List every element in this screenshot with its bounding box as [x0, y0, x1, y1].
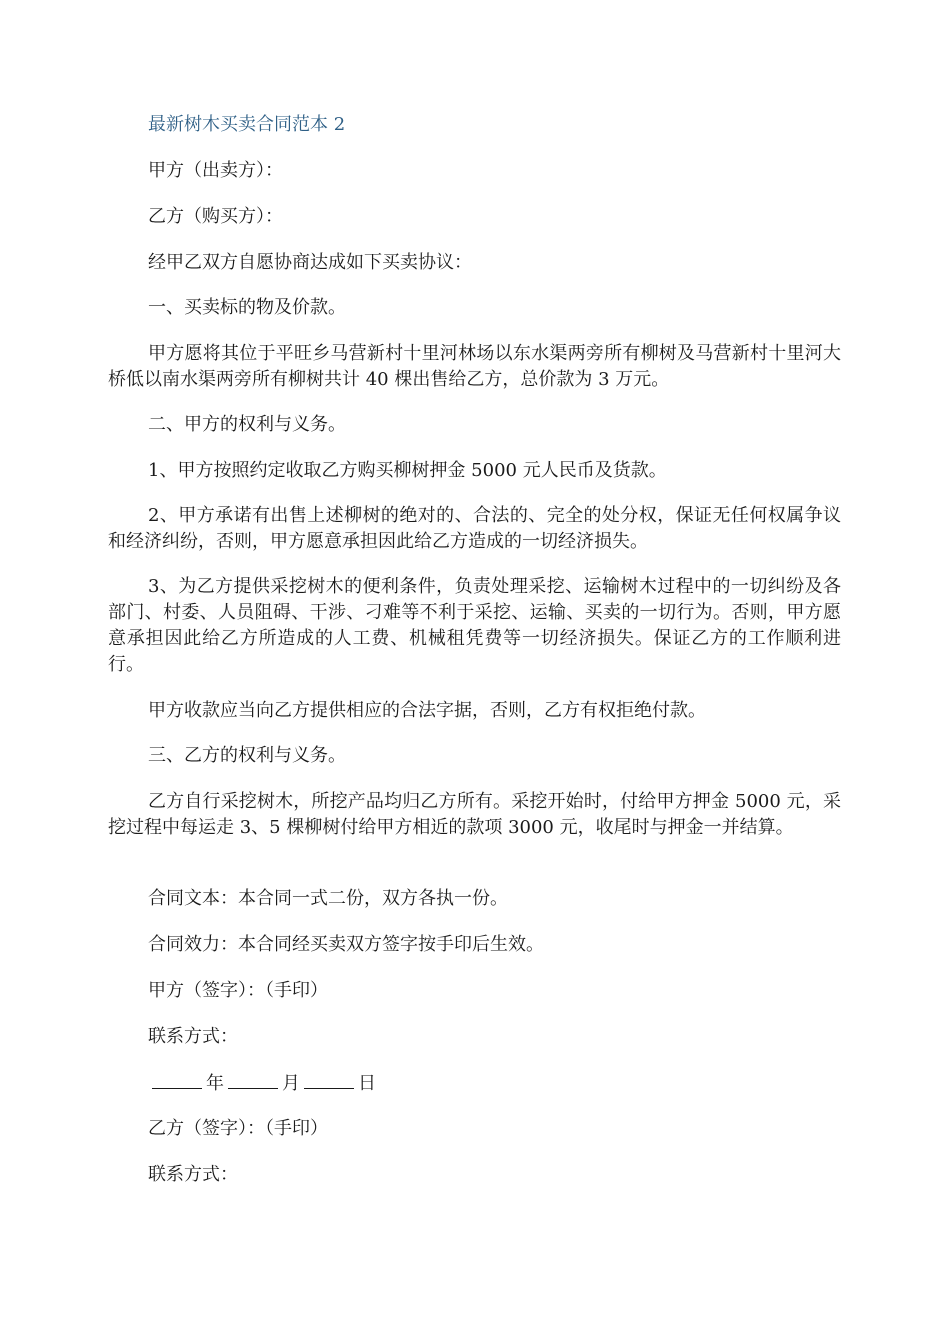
party-a-contact: 联系方式： [148, 1026, 238, 1047]
section3-heading: 三、乙方的权利与义务。 [148, 745, 346, 766]
date-line [108, 1070, 841, 1097]
section2-item-2: 2、甲方承诺有出售上述柳树的绝对的、合法的、完全的处分权，保证无任何权属争议和经济纠纷，否则，甲方愿意承担因此给乙方造成的一切经济损失。 [108, 505, 841, 552]
date-year-label: 年 [206, 1073, 224, 1094]
party-a-label: 甲方（出卖方）： [148, 160, 283, 181]
section2-item-1: 1、甲方按照约定收取乙方购买柳树押金 5000 元人民币及货款。 [148, 460, 667, 481]
party-b-contact: 联系方式： [148, 1164, 238, 1185]
contract-effect-clause: 合同效力：本合同经买卖双方签字按手印后生效。 [148, 934, 544, 955]
party-a-signature: 甲方（签字）：（手印） [148, 980, 328, 1001]
year-blank [152, 1070, 202, 1089]
month-blank [228, 1070, 278, 1089]
section1-heading: 一、买卖标的物及价款。 [148, 297, 346, 318]
section2-item-3: 3、为乙方提供采挖树木的便利条件，负责处理采挖、运输树木过程中的一切纠纷及各部门、村委、人员阻碍、干涉、刁难等不利于采挖、运输、买卖的一切行为。否则，甲方愿意承担因此给乙方所造成的人工费、机械租凭费等一切经济损失。保证乙方的工作顺利进行。 [108, 576, 841, 675]
document-title: 最新树木买卖合同范本 2 [148, 114, 346, 135]
section2-heading: 二、甲方的权利与义务。 [148, 414, 346, 435]
date-day-label: 日 [358, 1073, 376, 1094]
section1-body: 甲方愿将其位于平旺乡马营新村十里河林场以东水渠两旁所有柳树及马营新村十里河大桥低以南水渠两旁所有柳树共计 40 棵出售给乙方，总价款为 3 万元。 [108, 343, 841, 390]
party-b-label: 乙方（购买方）： [148, 206, 283, 227]
intro-paragraph: 经甲乙双方自愿协商达成如下买卖协议： [148, 252, 472, 273]
section2-receipt: 甲方收款应当向乙方提供相应的合法字据，否则，乙方有权拒绝付款。 [148, 700, 706, 721]
party-b-signature: 乙方（签字）：（手印） [148, 1118, 328, 1139]
date-month-label: 月 [282, 1073, 300, 1094]
day-blank [304, 1070, 354, 1089]
contract-text-clause: 合同文本：本合同一式二份，双方各执一份。 [148, 888, 508, 909]
section3-body: 乙方自行采挖树木，所挖产品均归乙方所有。采挖开始时，付给甲方押金 5000 元，采挖过程中每运走 3、5 棵柳树付给甲方相近的款项 3000 元，收尾时与押金一并结算。 [108, 791, 841, 838]
